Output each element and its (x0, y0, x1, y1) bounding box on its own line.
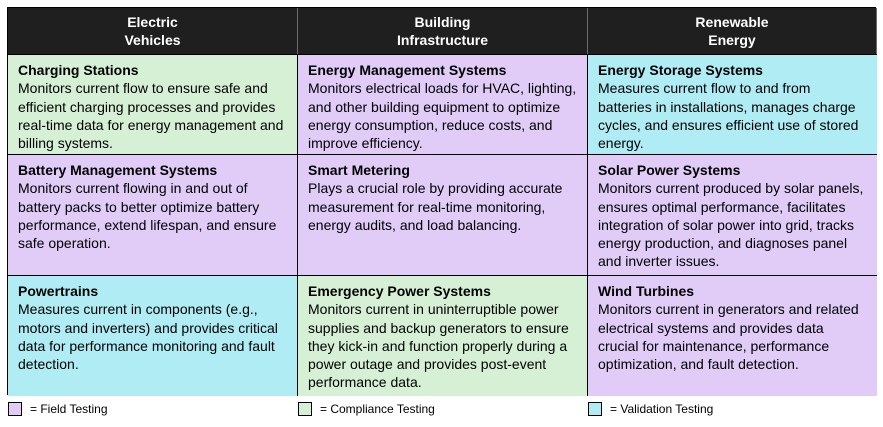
column-header-electric-vehicles: Electric Vehicles (8, 8, 298, 54)
cell-description: Monitors current in generators and related electrical systems and provides data crucial for maintenance, performance optimization, and fault detection. (598, 301, 859, 373)
column-header-building-infrastructure: Building Infrastructure (298, 8, 588, 54)
cell-title: Energy Storage Systems (598, 62, 763, 78)
cell-title: Emergency Power Systems (308, 283, 491, 299)
cell-description: Monitors current flowing in and out of battery packs to better optimize battery performance, extend lifespan, and ensure safe operation. (18, 180, 277, 252)
table-cell (588, 154, 877, 275)
cell-description: Measures current flow to and from batteries in installations, manages charge cycles, and ensures efficient use of stored energy. (598, 80, 859, 152)
column-header-renewable-energy: Renewable Energy (588, 8, 877, 54)
legend-swatch (8, 402, 22, 416)
cell-title: Powertrains (18, 283, 99, 299)
table-cell (588, 275, 877, 396)
cell-description: Monitors electrical loads for HVAC, lighting, and other building equipment to optimize energy consumption, reduce costs, and improve efficiency. (308, 80, 577, 152)
legend (0, 402, 883, 422)
table-cell (8, 275, 298, 396)
legend-label: = Validation Testing (610, 402, 714, 416)
cell-title: Wind Turbines (598, 283, 695, 299)
cell-description: Plays a crucial role by providing accurate measurement for real-time monitoring, energy audits, and load balancing. (308, 180, 563, 233)
legend-label: = Compliance Testing (320, 402, 435, 416)
cell-title: Battery Management Systems (18, 162, 218, 178)
cell-description: Monitors current in uninterruptible power supplies and backup generators to ensure they kick-in and function properly during a power outage and provides post-event performance data. (308, 301, 569, 391)
legend-swatch (588, 402, 602, 416)
cell-description: Monitors current produced by solar panels, ensures optimal performance, facilitates integration of solar power into grid, tracks energy production, and diagnoses panel and inverter issues. (598, 180, 864, 270)
table-cell (8, 54, 298, 154)
cell-title: Energy Management Systems (308, 62, 507, 78)
table-cell (298, 154, 588, 275)
legend-swatch (298, 402, 312, 416)
applications-table (7, 7, 876, 395)
cell-description: Monitors current flow to ensure safe and efficient charging processes and provides real-time data for energy management and billing systems. (18, 80, 284, 152)
legend-label: = Field Testing (30, 402, 108, 416)
table-cell (588, 54, 877, 154)
table-cell (298, 54, 588, 154)
cell-description: Measures current in components (e.g., motors and inverters) and provides critical data for performance monitoring and fault detection. (18, 301, 278, 373)
cell-title: Charging Stations (18, 62, 139, 78)
legend-item-compliance-testing (298, 402, 435, 416)
cell-title: Smart Metering (308, 162, 410, 178)
legend-item-validation-testing (588, 402, 713, 416)
table-cell (298, 275, 588, 396)
cell-title: Solar Power Systems (598, 162, 741, 178)
legend-item-field-testing (8, 402, 108, 416)
table-cell (8, 154, 298, 275)
